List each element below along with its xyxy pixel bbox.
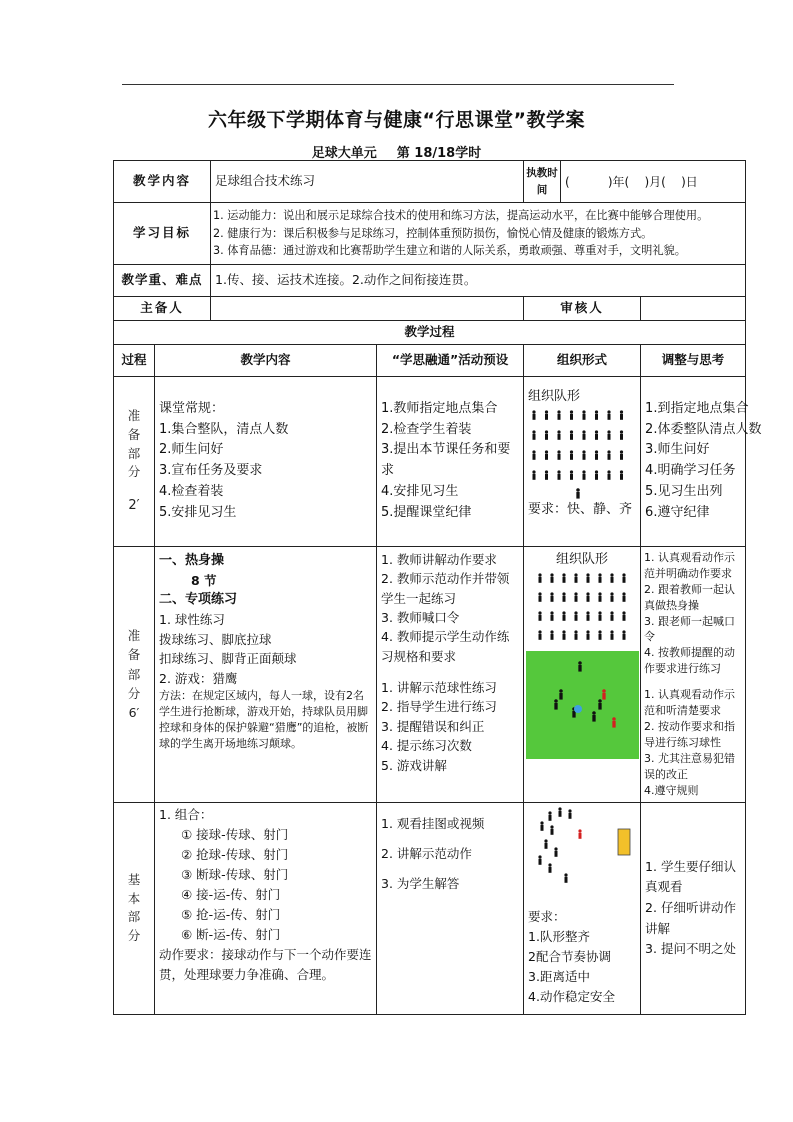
player-icon [586,612,589,621]
player-icon [595,451,598,460]
col-org: 组织形式 [524,344,641,376]
warmup-content: 一、热身操 8 节 二、专项练习 1. 球性练习 拨球练习、脚底拉球 扣球练习、脚背正面颠球 2. 游戏：猎鹰 方法：在规定区域内，每人一球，设有2名学生进行抢断球，游戏开始，持球队员用脚控球和身体的保护躲避“猎鹰”的追枪，被断球的学生离开场地练习颠球。 [155,546,377,802]
warmup-section-row [114,546,746,802]
player-icon [557,471,560,480]
player-icon [574,593,577,602]
col-phase: 过程 [114,344,155,376]
player-icon [550,612,553,621]
player-icon [602,689,606,699]
player-icon [568,809,571,818]
player-icon [532,431,535,440]
main-activity: 1. 观看挂图或视频 2. 讲解示范动作 3. 为学生解答 [377,802,524,1014]
action-requirement: 动作要求：接球动作与下一个动作要连贯，处理球要力争准确、合理。 [159,946,372,982]
prep-section-row [114,376,746,546]
player-icon [557,451,560,460]
player-icon [576,488,580,498]
player-icon [532,411,535,420]
player-icon [610,574,613,583]
player-icon [620,431,623,440]
player-icon [574,574,577,583]
player-icon [620,411,623,420]
game-title: 2. 游戏：猎鹰 [159,670,238,686]
lesson-number: 第 18/18学时 [396,146,482,161]
player-icon [544,839,547,848]
header-rule [122,84,674,85]
prep-label: 主备人 [114,297,211,321]
review-value [641,297,746,321]
player-icon [538,612,541,621]
special-heading: 二、专项练习 [159,592,238,608]
player-icon [550,593,553,602]
prep-activity: 1.教师指定地点集合 2.检查学生着装 3.提出本节课任务和要求 4.安排见习生 5.提醒课堂纪律 [377,376,524,546]
ball-icon [574,705,582,713]
player-icon [559,689,563,699]
phase-cell: 准 备 部 分 6′ [114,546,155,802]
player-icon [622,574,625,583]
phase-cell: 准 备 部 分 2′ [114,376,155,546]
lesson-plan-table [113,160,762,1015]
prep-content: 课堂常规： 1.集合整队，清点人数 2.师生问好 3.宣布任务及要求 4.检查着装 5.安排见习生 [155,376,377,546]
org-title: 组织队形 [528,388,581,404]
col-activity: “学思融通”活动预设 [377,344,524,376]
player-icon [610,631,613,640]
player-icon [620,471,623,480]
staff-row [114,297,746,321]
player-icon [557,431,560,440]
ball-practice: 1. 球性练习 [159,612,225,628]
game-method: 方法：在规定区域内，每人一球，设有2名学生进行抢断球，游戏开始，持球队员用脚控球和身体的保护躲避“猎鹰”的追枪，被断球的学生离开场地练习颠球。 [159,688,369,750]
player-icon [562,631,565,640]
game-field-diagram [526,651,639,759]
player-icon [532,451,535,460]
player-icon [595,431,598,440]
player-icon [570,431,573,440]
col-adjust: 调整与思考 [641,344,746,376]
key-value: 1.传、接、运技术连接。2.动作之间衔接连贯。 [211,265,746,297]
player-icon [532,471,535,480]
goal-icon [618,829,630,855]
player-icon [595,471,598,480]
player-icon [548,863,551,872]
player-icon [570,471,573,480]
combo-heading: 1. 组合： [159,806,213,822]
shooting-drill-diagram [526,807,638,907]
warmup-heading: 一、热身操 [159,552,225,568]
org-requirement: 要求：快、静、齐 [528,502,633,518]
content-row [114,161,746,203]
review-label: 审核人 [524,297,641,321]
main-adjust: 1. 学生要仔细认真观看 2. 仔细听讲动作讲解 3. 提问不明之处 [641,802,746,1014]
player-icon [540,821,543,830]
content-value: 足球组合技术练习 [211,161,524,203]
player-icon [562,593,565,602]
player-icon [562,612,565,621]
player-icon [545,411,548,420]
player-icon [545,431,548,440]
player-icon [538,574,541,583]
player-icon [612,717,616,727]
player-icon [582,431,585,440]
player-icon [578,829,581,838]
player-icon [595,411,598,420]
player-icon [550,825,553,834]
player-icon [607,451,610,460]
player-icon [538,855,541,864]
warmup-activity: 1. 教师讲解动作要求 2. 教师示范动作并带领学生一起练习 3. 教师喊口令 4. 教师提示学生动作练习规格和要求 1. 讲解示范球性练习 2. 指导学生进行练习 3. 提醒错误和纠正 4. 提示练习次数 5. 游戏讲解 [377,546,524,802]
player-icon [582,471,585,480]
player-icon [598,612,601,621]
player-icon [550,631,553,640]
prep-org [524,376,641,546]
player-icon [607,411,610,420]
process-title-row [114,321,746,345]
player-icon [570,411,573,420]
player-icon [548,811,551,820]
goal-row [114,203,746,265]
player-icon [545,451,548,460]
time-label: 执教时间 [524,161,561,203]
key-row [114,265,746,297]
player-icon [538,631,541,640]
unit-line [0,142,793,161]
player-icon [574,612,577,621]
goal-item: 2. 健康行为：课后积极参与足球练习，控制体重预防损伤，愉悦心情及健康的锻炼方式。 [213,226,653,240]
player-icon [586,593,589,602]
player-icon [598,574,601,583]
warmup-count: 8 节 [191,572,217,588]
player-icon [607,431,610,440]
player-icon [545,471,548,480]
content-label: 教学内容 [114,161,211,203]
main-section-row [114,802,746,1014]
prep-adjust: 1.到指定地点集合 2.体委整队清点人数 3.师生问好 4.明确学习任务 5.见习生出列 6.遵守纪律 [641,376,746,546]
player-icon [554,847,557,856]
player-icon [538,593,541,602]
player-icon [578,661,582,671]
player-icon [586,574,589,583]
player-icon [586,631,589,640]
org-title: 组织队形 [556,551,609,567]
grass-field [526,651,639,759]
player-icon [582,451,585,460]
player-icon [574,631,577,640]
page-title: 六年级下学期体育与健康“行思课堂”教学案 [208,109,585,131]
player-icon [598,593,601,602]
main-content: 1. 组合： ① 接球-传球、射门 ② 抢球-传球、射门 ③ 断球-传球、射门 ④ 接-运-传、射门 ⑤ 抢-运-传、射门 ⑥ 断-运-传、射门 动作要求：接球动作与下一个动作要连贯，处理球要力争准确、合理。 [155,802,377,1014]
player-icon [622,612,625,621]
goal-item: 1. 运动能力：说出和展示足球综合技术的使用和练习方法，提高运动水平，在比赛中能够合理使用。 [213,208,709,222]
phase-time: 2′ [128,498,140,513]
warmup-org [524,546,641,802]
org-requirements: 要求： 1.队形整齐 2配合节奏协调 3.距离适中 4.动作稳定安全 [528,908,615,1004]
goal-item: 3. 体育品德：通过游戏和比赛帮助学生建立和谐的人际关系，勇敢顽强、尊重对手，文明礼貌。 [213,244,686,258]
player-icon [562,574,565,583]
player-icon [558,807,561,816]
formation-diagram [528,406,636,498]
player-icon [598,631,601,640]
player-icon [592,711,596,721]
formation-diagram [526,569,638,651]
player-icon [610,612,613,621]
player-icon [598,699,602,709]
prep-value [211,297,524,321]
date-value: ( )年( )月( )日 [561,161,746,203]
goal-label: 学习目标 [114,203,211,265]
player-icon [550,574,553,583]
player-icon [610,593,613,602]
warmup-adjust: 1. 认真观看动作示范并明确动作要求 2. 跟着教师一起认真做热身操 3. 跟老师一起喊口令 4. 按教师提醒的动作要求进行练习 1. 认真观看动作示范和听清楚要求 2. 按动作要求和指导进行练习球性 3. 尤其注意易犯错误的改正 4.遵守规则 [641,546,746,802]
player-icon [557,411,560,420]
player-icon [570,451,573,460]
key-label: 教学重、难点 [114,265,211,297]
player-icon [620,451,623,460]
player-icon [564,873,567,882]
phase-cell: 基 本 部 分 [114,802,155,1014]
player-icon [582,411,585,420]
player-icon [607,471,610,480]
unit-name: 足球大单元 [311,146,377,161]
player-icon [622,593,625,602]
player-icon [622,631,625,640]
goal-list [211,203,746,265]
main-org [524,802,641,1014]
player-icon [554,699,558,709]
col-content: 教学内容 [155,344,377,376]
process-header-row [114,344,746,376]
process-title: 教学过程 [114,321,746,345]
